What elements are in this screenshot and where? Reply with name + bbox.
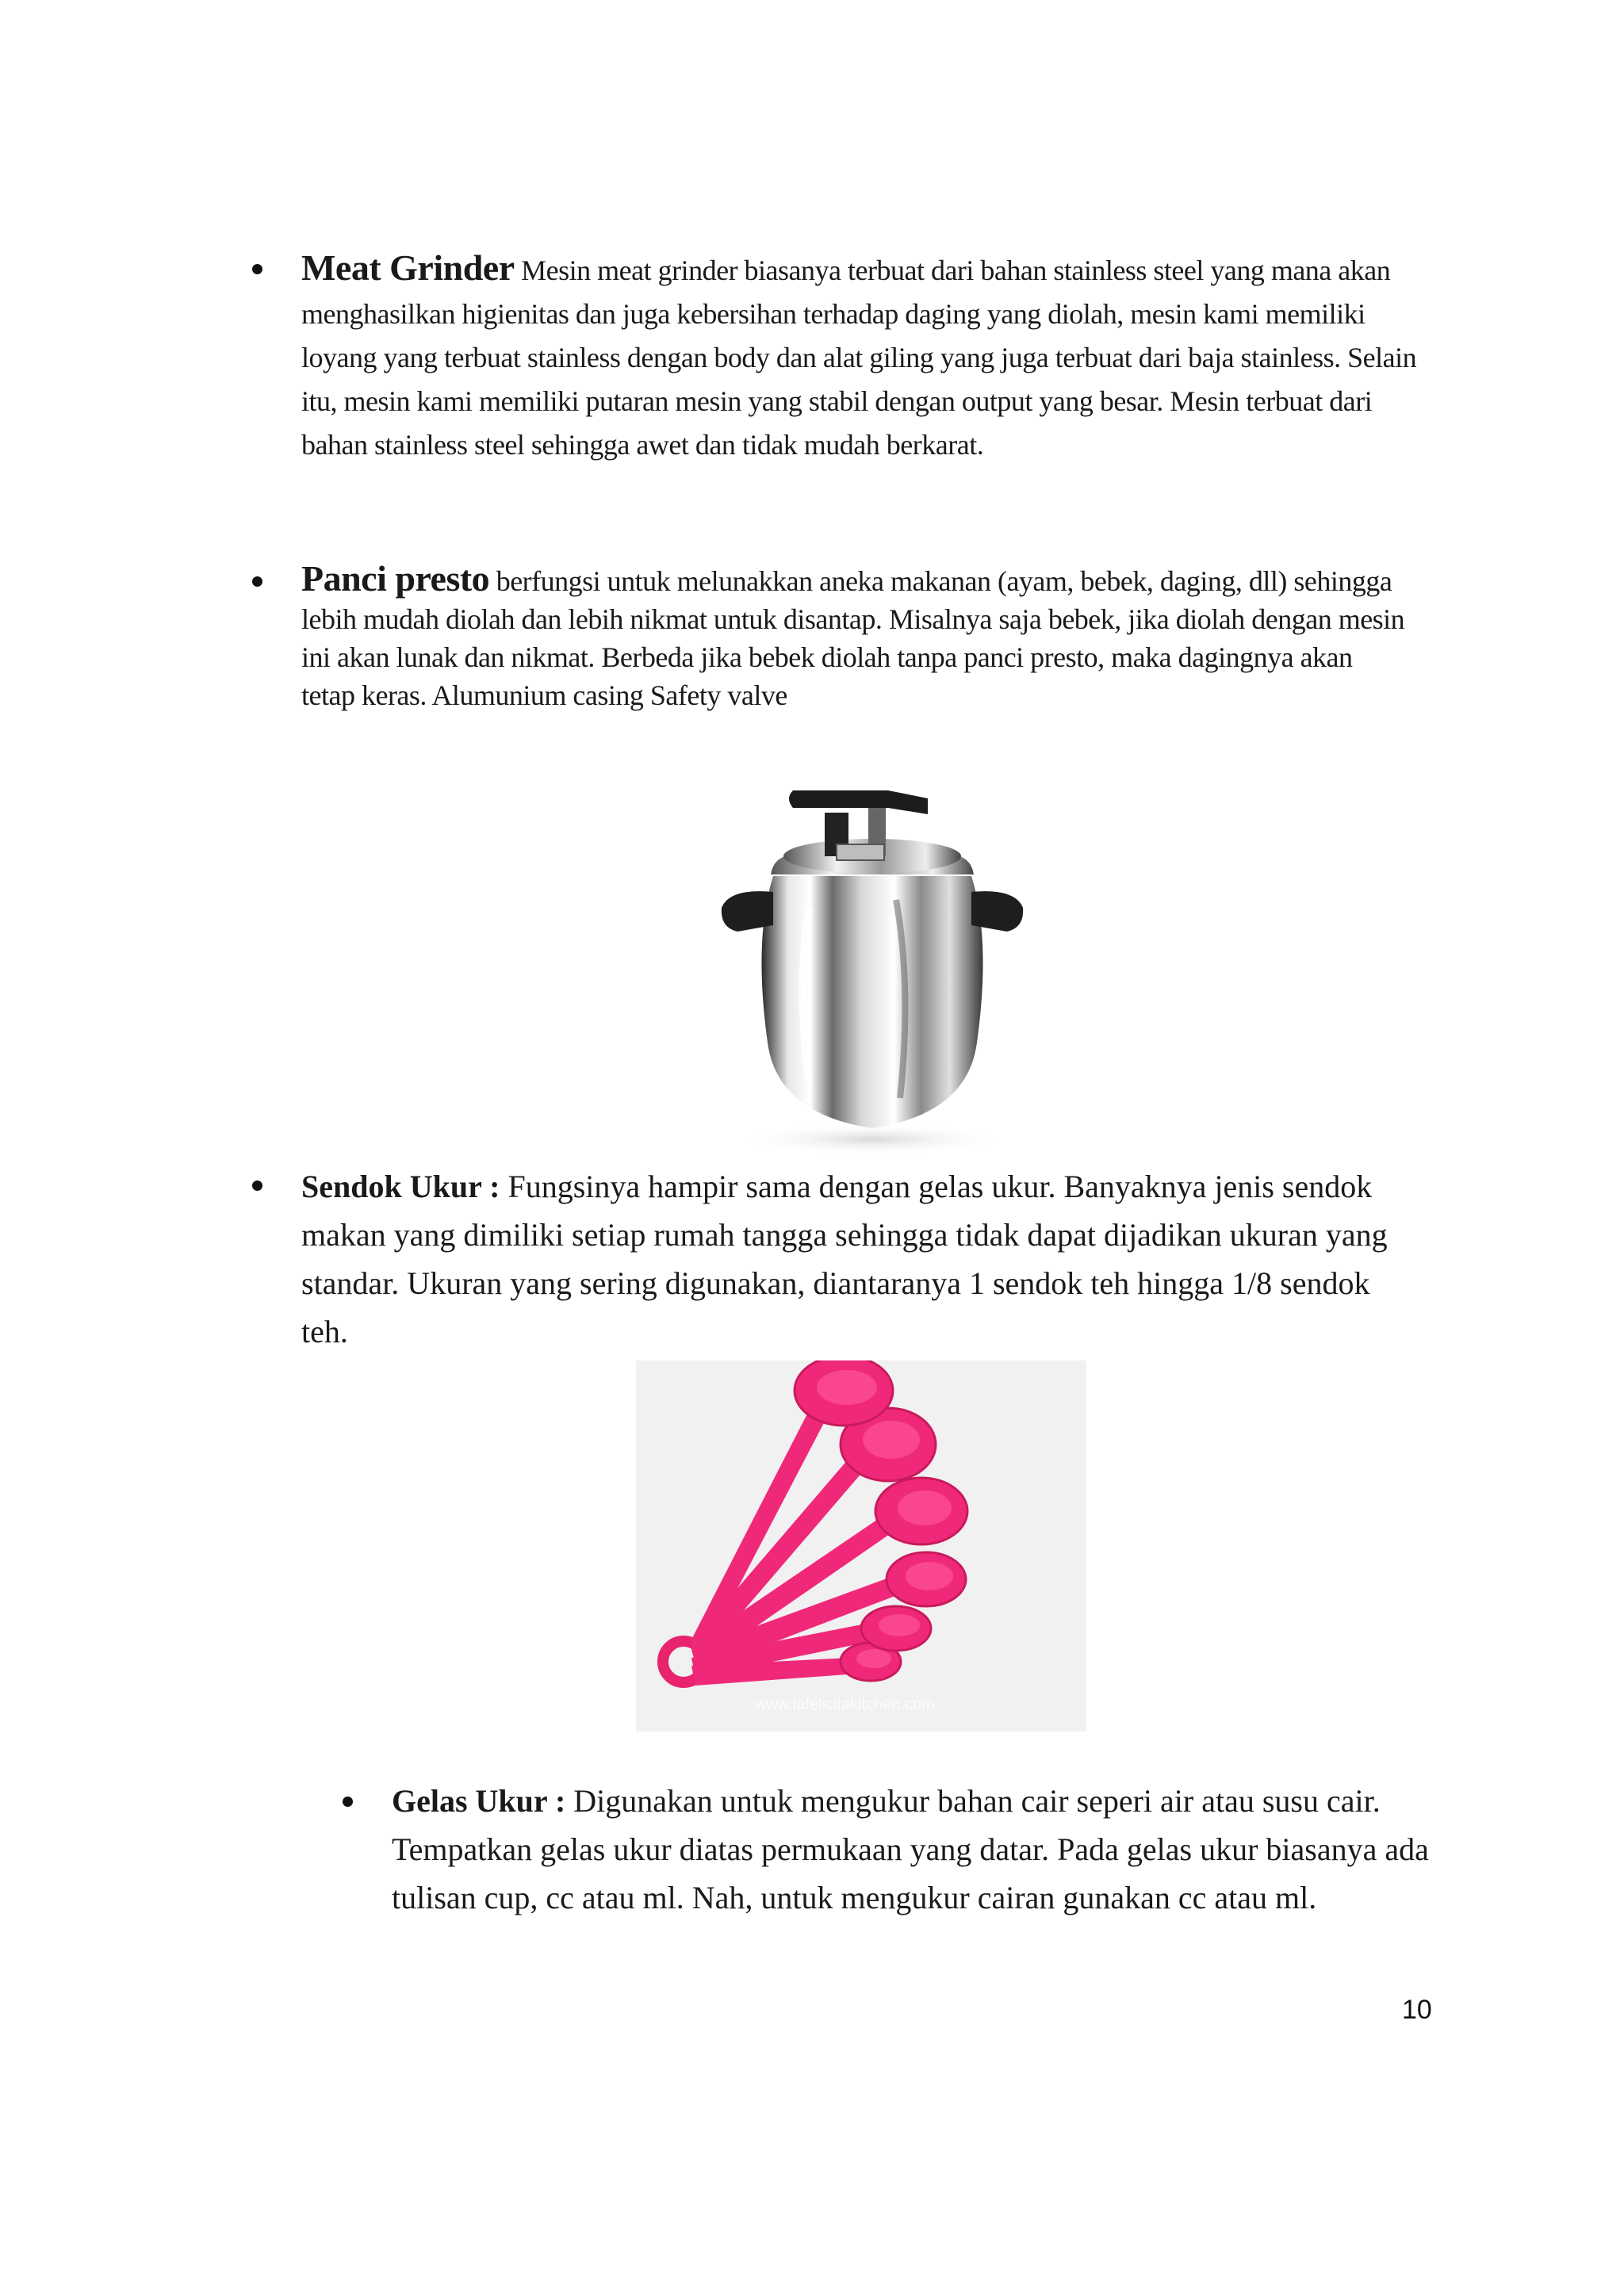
bullet [343,1797,353,1807]
sendok-ukur-paragraph [301,1162,1404,1356]
meat-grinder-paragraph [301,246,1427,467]
meat-grinder-label: Meat Grinder [301,247,515,288]
panci-presto-paragraph [301,560,1411,714]
bullet [252,1181,262,1191]
page-number: 10 [1402,1995,1432,2025]
gelas-ukur-paragraph [392,1777,1438,1922]
spoons-watermark: www.lafelicitakitchen.com [755,1696,935,1713]
bullet [252,576,262,587]
sendok-ukur-label: Sendok Ukur : [301,1169,500,1204]
gelas-ukur-text: Digunakan untuk mengukur bahan cair seperi air atau susu cair. Tempatkan gelas ukur diatas permukaan yang datar. Pada gelas ukur biasanya ada tulisan cup, cc atau ml. Nah, untuk mengukur cairan gunakan cc atau ml. [392,1783,1429,1915]
pressure-cooker-icon [698,781,1047,1161]
bullet [252,264,262,274]
gelas-ukur-label: Gelas Ukur : [392,1783,566,1819]
pressure-cooker-image [698,781,1047,1161]
sendok-ukur-text: Fungsinya hampir sama dengan gelas ukur. Banyaknya jenis sendok makan yang dimiliki setiap rumah tangga sehingga tidak dapat dijadikan ukuran yang standar. Ukuran yang sering digunakan, diantaranya 1 sendok teh hingga 1/8 sendok teh. [301,1169,1388,1349]
measuring-spoons-image [636,1360,1086,1732]
panci-presto-label: Panci presto [301,558,490,599]
meat-grinder-text: Mesin meat grinder biasanya terbuat dari bahan stainless steel yang mana akan menghasilkan higienitas dan juga kebersihan terhadap daging yang diolah, mesin kami memiliki loyang yang terbuat stainless dengan body dan alat giling yang juga terbuat dari baja stainless. Selain itu, mesin kami memiliki putaran mesin yang stabil dengan output yang besar. Mesin terbuat dari bahan stainless steel sehingga awet dan tidak mudah berkarat. [301,254,1417,461]
measuring-spoons-icon [636,1360,1086,1732]
panci-presto-text: berfungsi untuk melunakkan aneka makanan (ayam, bebek, daging, dll) sehingga lebih mudah diolah dan lebih nikmat untuk disantap. Misalnya saja bebek, jika diolah dengan mesin ini akan lunak dan nikmat. Berbeda jika bebek diolah tanpa panci presto, maka dagingnya akan tetap keras. Alumunium casing Safety valve [301,565,1405,711]
